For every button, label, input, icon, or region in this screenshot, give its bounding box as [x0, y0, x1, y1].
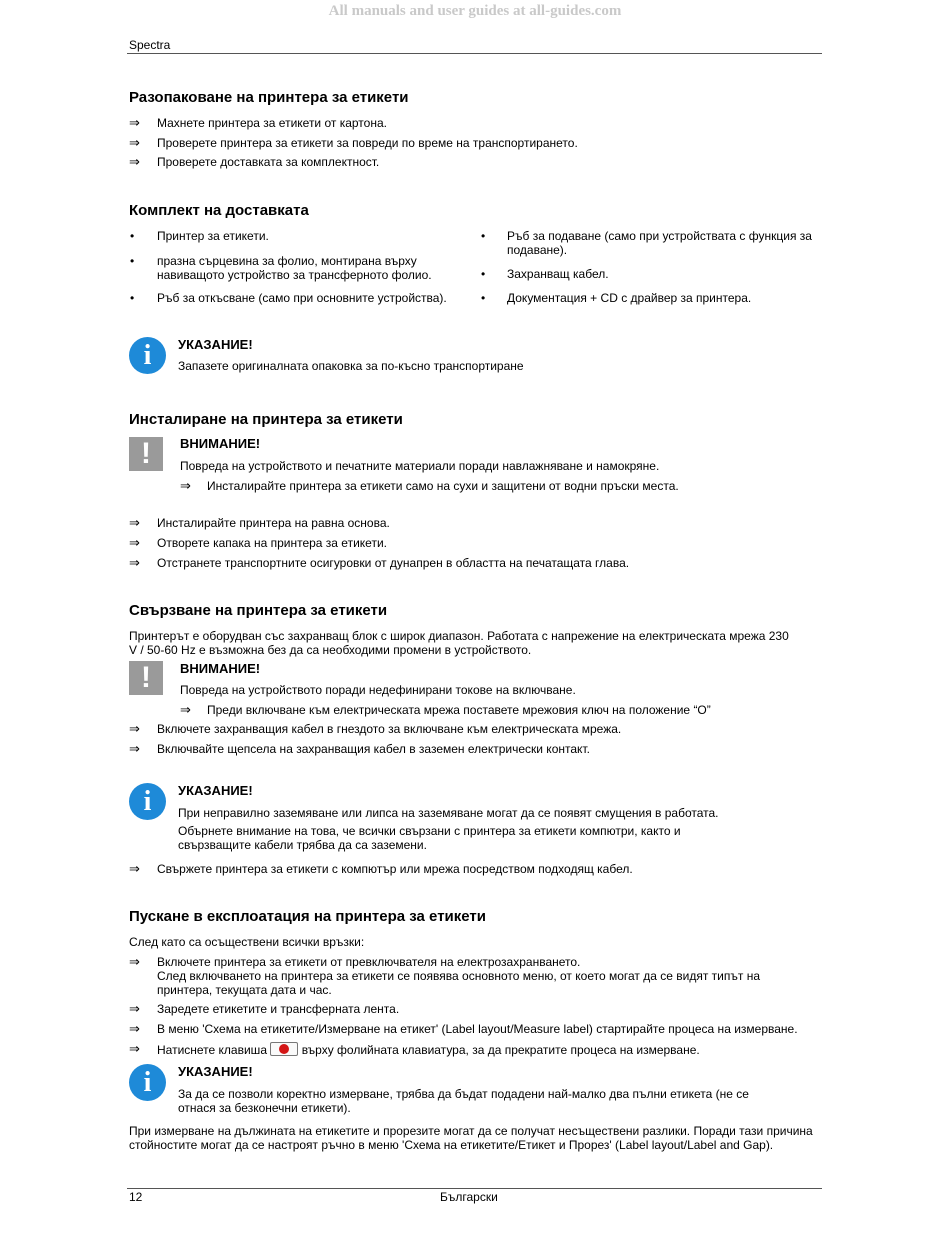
- startup-step-1: Включете принтера за етикети от превключвателя на електрозахранването.: [157, 955, 581, 969]
- note-text: За да се позволи коректно измерване, трябва да бъдат подадени най-малко два пълни етикета (не се отнася за безконечни етикети).: [178, 1087, 749, 1115]
- arrow-icon: ⇒: [129, 954, 140, 969]
- delivery-item: Принтер за етикети.: [157, 229, 269, 243]
- warning-title: ВНИМАНИЕ!: [180, 436, 261, 451]
- watermark: All manuals and user guides at all-guides.com: [328, 3, 622, 19]
- delivery-item: Документация + CD с драйвер за принтера.: [507, 291, 752, 305]
- arrow-icon: ⇒: [129, 741, 140, 756]
- footer-language: Български: [440, 1190, 498, 1204]
- info-icon: i: [129, 337, 166, 374]
- bullet-icon: •: [130, 229, 135, 243]
- warning-icon: !: [129, 437, 163, 471]
- page-number: 12: [129, 1190, 143, 1204]
- startup-intro: След като са осъществени всички връзки:: [129, 935, 365, 949]
- arrow-icon: ⇒: [129, 1041, 140, 1056]
- section-title-unpack: Разопаковане на принтера за етикети: [129, 89, 409, 106]
- warning-step: Инсталирайте принтера за етикети само на сухи и защитени от водни пръски места.: [207, 479, 679, 493]
- footer-rule: [127, 1188, 822, 1189]
- connect-step-1: Включете захранващия кабел в гнездото за включване към електрическата мрежа.: [157, 722, 622, 736]
- header-brand: Spectra: [129, 38, 171, 52]
- section-title-delivery: Комплект на доставката: [129, 202, 309, 219]
- install-step-3: Отстранете транспортните осигуровки от дунапрен в областта на печатащата глава.: [157, 556, 630, 570]
- startup-step-4-b: върху фолийната клавиатура, за да прекратите процеса на измерване.: [301, 1043, 700, 1057]
- note-text: При неправилно заземяване или липса на заземяване могат да се появят смущения в работата.: [178, 806, 719, 820]
- bullet-icon: •: [481, 229, 486, 243]
- unpack-step-2: Проверете принтера за етикети за повреди по време на транспортирането.: [157, 136, 578, 150]
- note-title: УКАЗАНИЕ!: [178, 783, 253, 798]
- unpack-step-1: Махнете принтера за етикети от картона.: [157, 116, 387, 130]
- arrow-icon: ⇒: [129, 135, 140, 150]
- arrow-icon: ⇒: [129, 555, 140, 570]
- note-text: Обърнете внимание на това, че всички свързани с принтера за етикети компютри, както и свързващите кабели трябва да са заземени.: [178, 824, 681, 852]
- startup-step-4-a: Натиснете клавиша: [157, 1043, 267, 1057]
- section-title-startup: Пускане в експлоатация на принтера за етикети: [129, 908, 486, 925]
- bullet-icon: •: [481, 267, 486, 281]
- info-icon: i: [129, 783, 166, 820]
- install-step-1: Инсталирайте принтера на равна основа.: [157, 516, 390, 530]
- arrow-icon: ⇒: [180, 702, 191, 717]
- arrow-icon: ⇒: [129, 1021, 140, 1036]
- warning-text: Повреда на устройството и печатните материали поради навлажняване и намокряне.: [180, 459, 660, 473]
- delivery-item: празна сърцевина за фолио, монтирана върху навиващото устройство за трансферното фолио.: [157, 254, 432, 282]
- bullet-icon: •: [481, 291, 486, 305]
- arrow-icon: ⇒: [129, 515, 140, 530]
- warning-title: ВНИМАНИЕ!: [180, 661, 261, 676]
- arrow-icon: ⇒: [129, 154, 140, 169]
- note-text: Запазете оригиналната опаковка за по-късно транспортиране: [178, 359, 524, 373]
- delivery-item: Захранващ кабел.: [507, 267, 609, 281]
- connect-step-2: Включвайте щепсела на захранващия кабел в заземен електрически контакт.: [157, 742, 590, 756]
- warning-text: Повреда на устройството поради недефинирани токове на включване.: [180, 683, 576, 697]
- startup-step-2: Заредете етикетите и трансферната лента.: [157, 1002, 400, 1016]
- arrow-icon: ⇒: [129, 1001, 140, 1016]
- header-rule: [127, 53, 822, 54]
- connect-intro: Принтерът е оборудван със захранващ блок с широк диапазон. Работата с напрежение на електрическата мрежа 230 V / 50-60 Hz е възможна без да са необходими промени в устройството.: [129, 629, 789, 657]
- warning-step: Преди включване към електрическата мрежа поставете мрежовия ключ на положение “O”: [207, 703, 711, 717]
- startup-step-1-detail: След включването на принтера за етикети се появява основното меню, от което могат да се видят типът на принтера, текущата дата и час.: [157, 969, 760, 997]
- section-title-install: Инсталиране на принтера за етикети: [129, 411, 403, 428]
- arrow-icon: ⇒: [180, 478, 191, 493]
- info-icon: i: [129, 1064, 166, 1101]
- note-title: УКАЗАНИЕ!: [178, 1064, 253, 1079]
- unpack-step-3: Проверете доставката за комплектност.: [157, 155, 380, 169]
- delivery-item: Ръб за откъсване (само при основните устройства).: [157, 291, 447, 305]
- startup-outro: При измерване на дължината на етикетите и прорезите могат да се получат несъществени разлики. Поради тази причина стойностите могат да се настроят ръчно в меню 'Схема на етикетите/Етикет и Прорез' (Label layout/Label and Gap).: [129, 1124, 813, 1152]
- bullet-icon: •: [130, 254, 135, 268]
- warning-icon: !: [129, 661, 163, 695]
- arrow-icon: ⇒: [129, 535, 140, 550]
- arrow-icon: ⇒: [129, 115, 140, 130]
- note-title: УКАЗАНИЕ!: [178, 337, 253, 352]
- connect-final-step: Свържете принтера за етикети с компютър или мрежа посредством подходящ кабел.: [157, 862, 633, 876]
- stop-key-icon: [270, 1042, 298, 1056]
- install-step-2: Отворете капака на принтера за етикети.: [157, 536, 387, 550]
- section-title-connect: Свързване на принтера за етикети: [129, 602, 388, 619]
- arrow-icon: ⇒: [129, 721, 140, 736]
- bullet-icon: •: [130, 291, 135, 305]
- arrow-icon: ⇒: [129, 861, 140, 876]
- delivery-item: Ръб за подаване (само при устройствата с функция за подаване).: [507, 229, 812, 257]
- startup-step-3: В меню 'Схема на етикетите/Измерване на етикет' (Label layout/Measure label) стартирайте процеса на измерване.: [157, 1022, 798, 1036]
- startup-step-4: [157, 1042, 700, 1057]
